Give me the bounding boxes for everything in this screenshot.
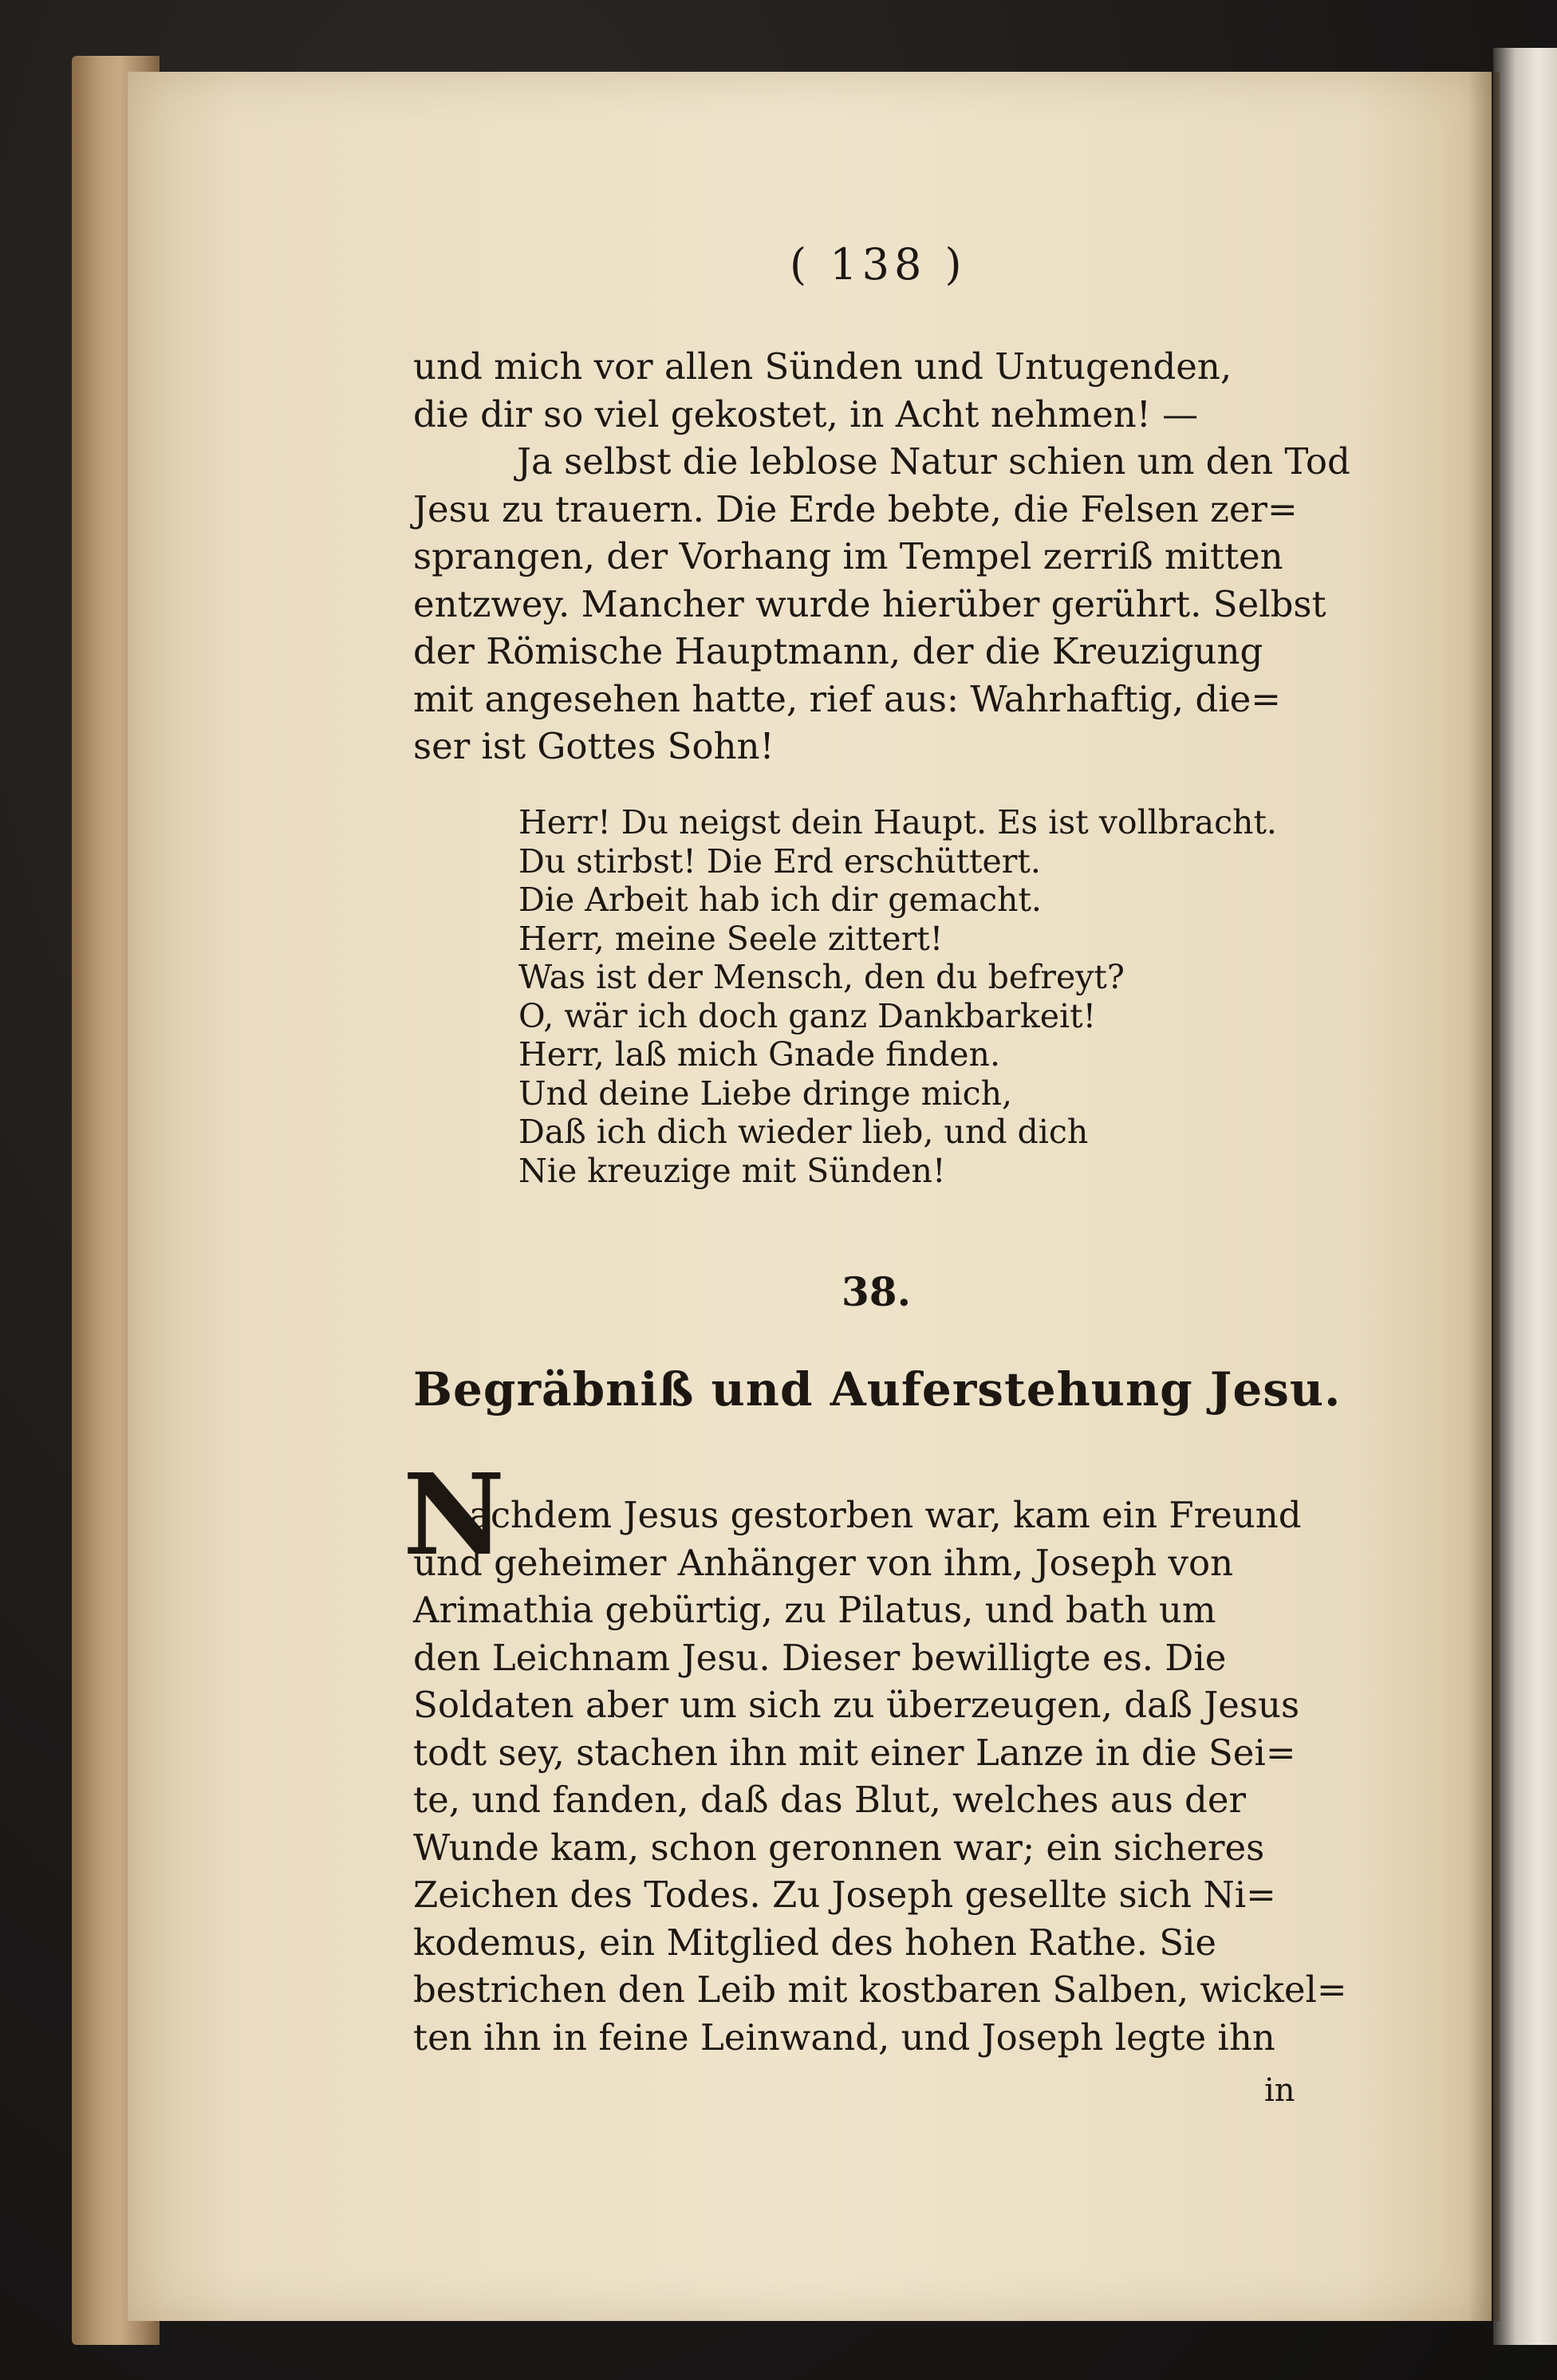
verse-line: O, wär ich doch ganz Dankbarkeit! xyxy=(518,996,1097,1035)
body-line: und geheimer Anhänger von ihm, Joseph von xyxy=(413,1541,1234,1584)
prose-line: mit angesehen hatte, rief aus: Wahrhaftig, die= xyxy=(413,677,1281,720)
section-number: 38. xyxy=(842,1268,911,1315)
prose-line: sprangen, der Vorhang im Tempel zerriß mitten xyxy=(413,535,1283,577)
body-line: Wunde kam, schon geronnen war; ein sicheres xyxy=(413,1826,1265,1869)
verse-line: Und deine Liebe dringe mich, xyxy=(518,1074,1013,1113)
body-line: den Leichnam Jesu. Dieser bewilligte es. Die xyxy=(413,1636,1227,1679)
verse-line: Herr! Du neigst dein Haupt. Es ist vollbracht. xyxy=(518,803,1277,841)
body-line: Arimathia gebürtig, zu Pilatus, und bath um xyxy=(413,1589,1216,1631)
prose-line: entzwey. Mancher wurde hierüber gerührt. Selbst xyxy=(413,582,1326,625)
prose-line: ser ist Gottes Sohn! xyxy=(413,725,775,767)
body-line: bestrichen den Leib mit kostbaren Salben, wickel= xyxy=(413,1968,1347,2011)
verse-line: Herr, meine Seele zittert! xyxy=(518,919,944,958)
body-line: te, und fanden, daß das Blut, welches aus der xyxy=(413,1779,1246,1821)
page-number: ( 138 ) xyxy=(790,239,967,290)
prose-line: Jesu zu trauern. Die Erde bebte, die Felsen zer= xyxy=(413,487,1298,530)
page-gutter-shadow xyxy=(1468,72,1500,2321)
verse-line: Du stirbst! Die Erd erschüttert. xyxy=(518,841,1041,881)
verse-line: Nie kreuzige mit Sünden! xyxy=(518,1151,946,1190)
prose-line: Ja selbst die leblose Natur schien um den Tod xyxy=(517,440,1350,483)
verse-line: Was ist der Mensch, den du befreyt? xyxy=(518,958,1125,996)
prose-line: die dir so viel gekostet, in Acht nehmen! — xyxy=(413,392,1199,435)
prose-line: und mich vor allen Sünden und Untugenden, xyxy=(413,345,1232,388)
body-line: Soldaten aber um sich zu überzeugen, daß Jesus xyxy=(413,1684,1300,1726)
body-line: Zeichen des Todes. Zu Joseph gesellte sich Ni= xyxy=(413,1874,1276,1916)
verse-line: Daß ich dich wieder lieb, und dich xyxy=(518,1113,1089,1151)
body-line: todt sey, stachen ihn mit einer Lanze in die Sei= xyxy=(413,1731,1296,1774)
prose-line: der Römische Hauptmann, der die Kreuzigung xyxy=(413,630,1263,672)
hymn-verse xyxy=(518,803,1277,1190)
facing-page-edge xyxy=(1493,48,1557,2345)
catchword: in xyxy=(1264,2072,1295,2109)
body-line: ten ihn in feine Leinwand, und Joseph legte ihn xyxy=(413,2016,1275,2059)
body-line: achdem Jesus gestorben war, kam ein Freund xyxy=(469,1494,1302,1536)
section-heading: Begräbniß und Auferstehung Jesu. xyxy=(413,1362,1342,1417)
body-line: kodemus, ein Mitglied des hohen Rathe. Sie xyxy=(413,1921,1217,1964)
verse-line: Herr, laß mich Gnade finden. xyxy=(518,1035,1000,1074)
drop-cap: N xyxy=(403,1450,505,1581)
verse-line: Die Arbeit hab ich dir gemacht. xyxy=(518,881,1042,919)
prose-paragraph xyxy=(413,343,1350,770)
body-paragraph xyxy=(413,1491,1347,2061)
